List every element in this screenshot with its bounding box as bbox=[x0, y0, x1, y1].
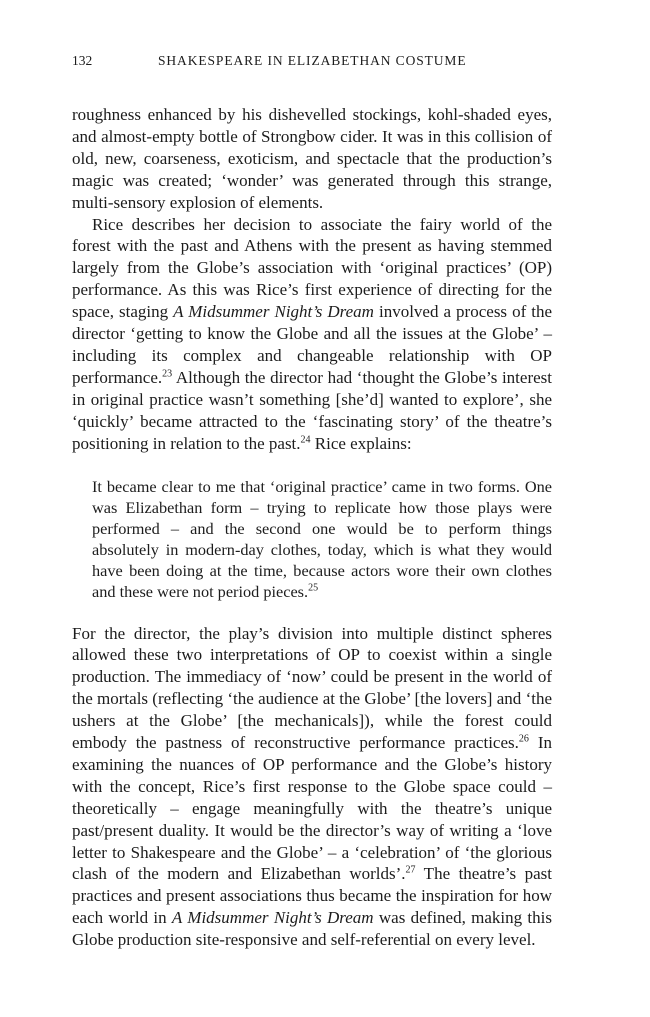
quote-text: It became clear to me that ‘original practice’ came in two forms. One was Elizabethan form – trying to replicate how those plays were performed – and the second one would be to perform things absolutely in modern-day clothes, today, which is what they would have been doing at the time, because actors wore their own clothes and these were not period pieces. bbox=[92, 476, 552, 601]
text-segment: Although the director had ‘thought the Globe’s interest in original practice wasn’t something [she’d] wanted to explore’, she ‘quickly’ became attracted to the ‘fascinating story’ of the theatre’s positioning in relation to the past. bbox=[72, 367, 552, 453]
footnote-marker[interactable]: 25 bbox=[308, 582, 319, 594]
text-segment: Rice explains: bbox=[310, 433, 412, 453]
text-segment: was defined, making this Globe production site-responsive and self-referential on every level. bbox=[72, 908, 552, 950]
paragraph-for-the-director bbox=[72, 623, 552, 952]
text-segment: The theatre’s past practices and present associations thus became the inspiration for how each world in bbox=[72, 864, 553, 928]
text-segment: In examining the nuances of OP performance and the Globe’s history with the concept, Rice’s first response to the Globe space could – theoretically – engage meaningfully with the theatre’s unique past/present duality. It would be the director’s way of writing a ‘love letter to Shakespeare and the Globe’ – a ‘celebration’ of ‘the glorious clash of the modern and Elizabethan worlds’. bbox=[72, 733, 552, 884]
play-title: A Midsummer Night’s Dream bbox=[173, 302, 374, 322]
paragraph-rice-describes bbox=[72, 214, 552, 455]
paragraph-continuation: roughness enhanced by his dishevelled stockings, kohl-shaded eyes, and almost-empty bottle of Strongbow cider. It was in this collision of old, new, coarseness, exoticism, and spectacle that the production’s magic was created; ‘wonder’ was generated through this strange, multi-sensory explosion of elements. bbox=[72, 105, 552, 212]
running-title: SHAKESPEARE IN ELIZABETHAN COSTUME bbox=[158, 53, 467, 68]
text-segment: For the director, the play’s division into multiple distinct spheres allowed these two interpretations of OP to coexist within a single production. The immediacy of ‘now’ could be present in the world of the mortals (reflecting ‘the audience at the Globe’ [the lovers] and ‘the ushers at the Globe’ [the mechanicals]), while the forest could embody the pastness of reconstructive performance practices. bbox=[72, 623, 552, 753]
footnote-marker[interactable]: 23 bbox=[162, 368, 173, 380]
body-text bbox=[72, 104, 552, 951]
footnote-marker[interactable]: 26 bbox=[518, 733, 529, 745]
text-segment: Rice describes her decision to associate the fairy world of the forest with the past and Athens with the present as having stemmed largely from the Globe’s association with ‘original practices’ (OP) performance. As this was Rice’s first experience of directing for the space, staging bbox=[72, 214, 552, 322]
footnote-marker[interactable]: 24 bbox=[300, 433, 311, 445]
text-segment: involved a process of the director ‘getting to know the Globe and all the issues at the Globe’ – including its complex and changeable relationship with OP performance. bbox=[72, 302, 553, 387]
play-title: A Midsummer Night’s Dream bbox=[171, 908, 374, 928]
block-quote bbox=[92, 476, 552, 602]
footnote-marker[interactable]: 27 bbox=[405, 864, 416, 876]
running-head bbox=[72, 52, 552, 70]
page-number: 132 bbox=[72, 53, 93, 68]
